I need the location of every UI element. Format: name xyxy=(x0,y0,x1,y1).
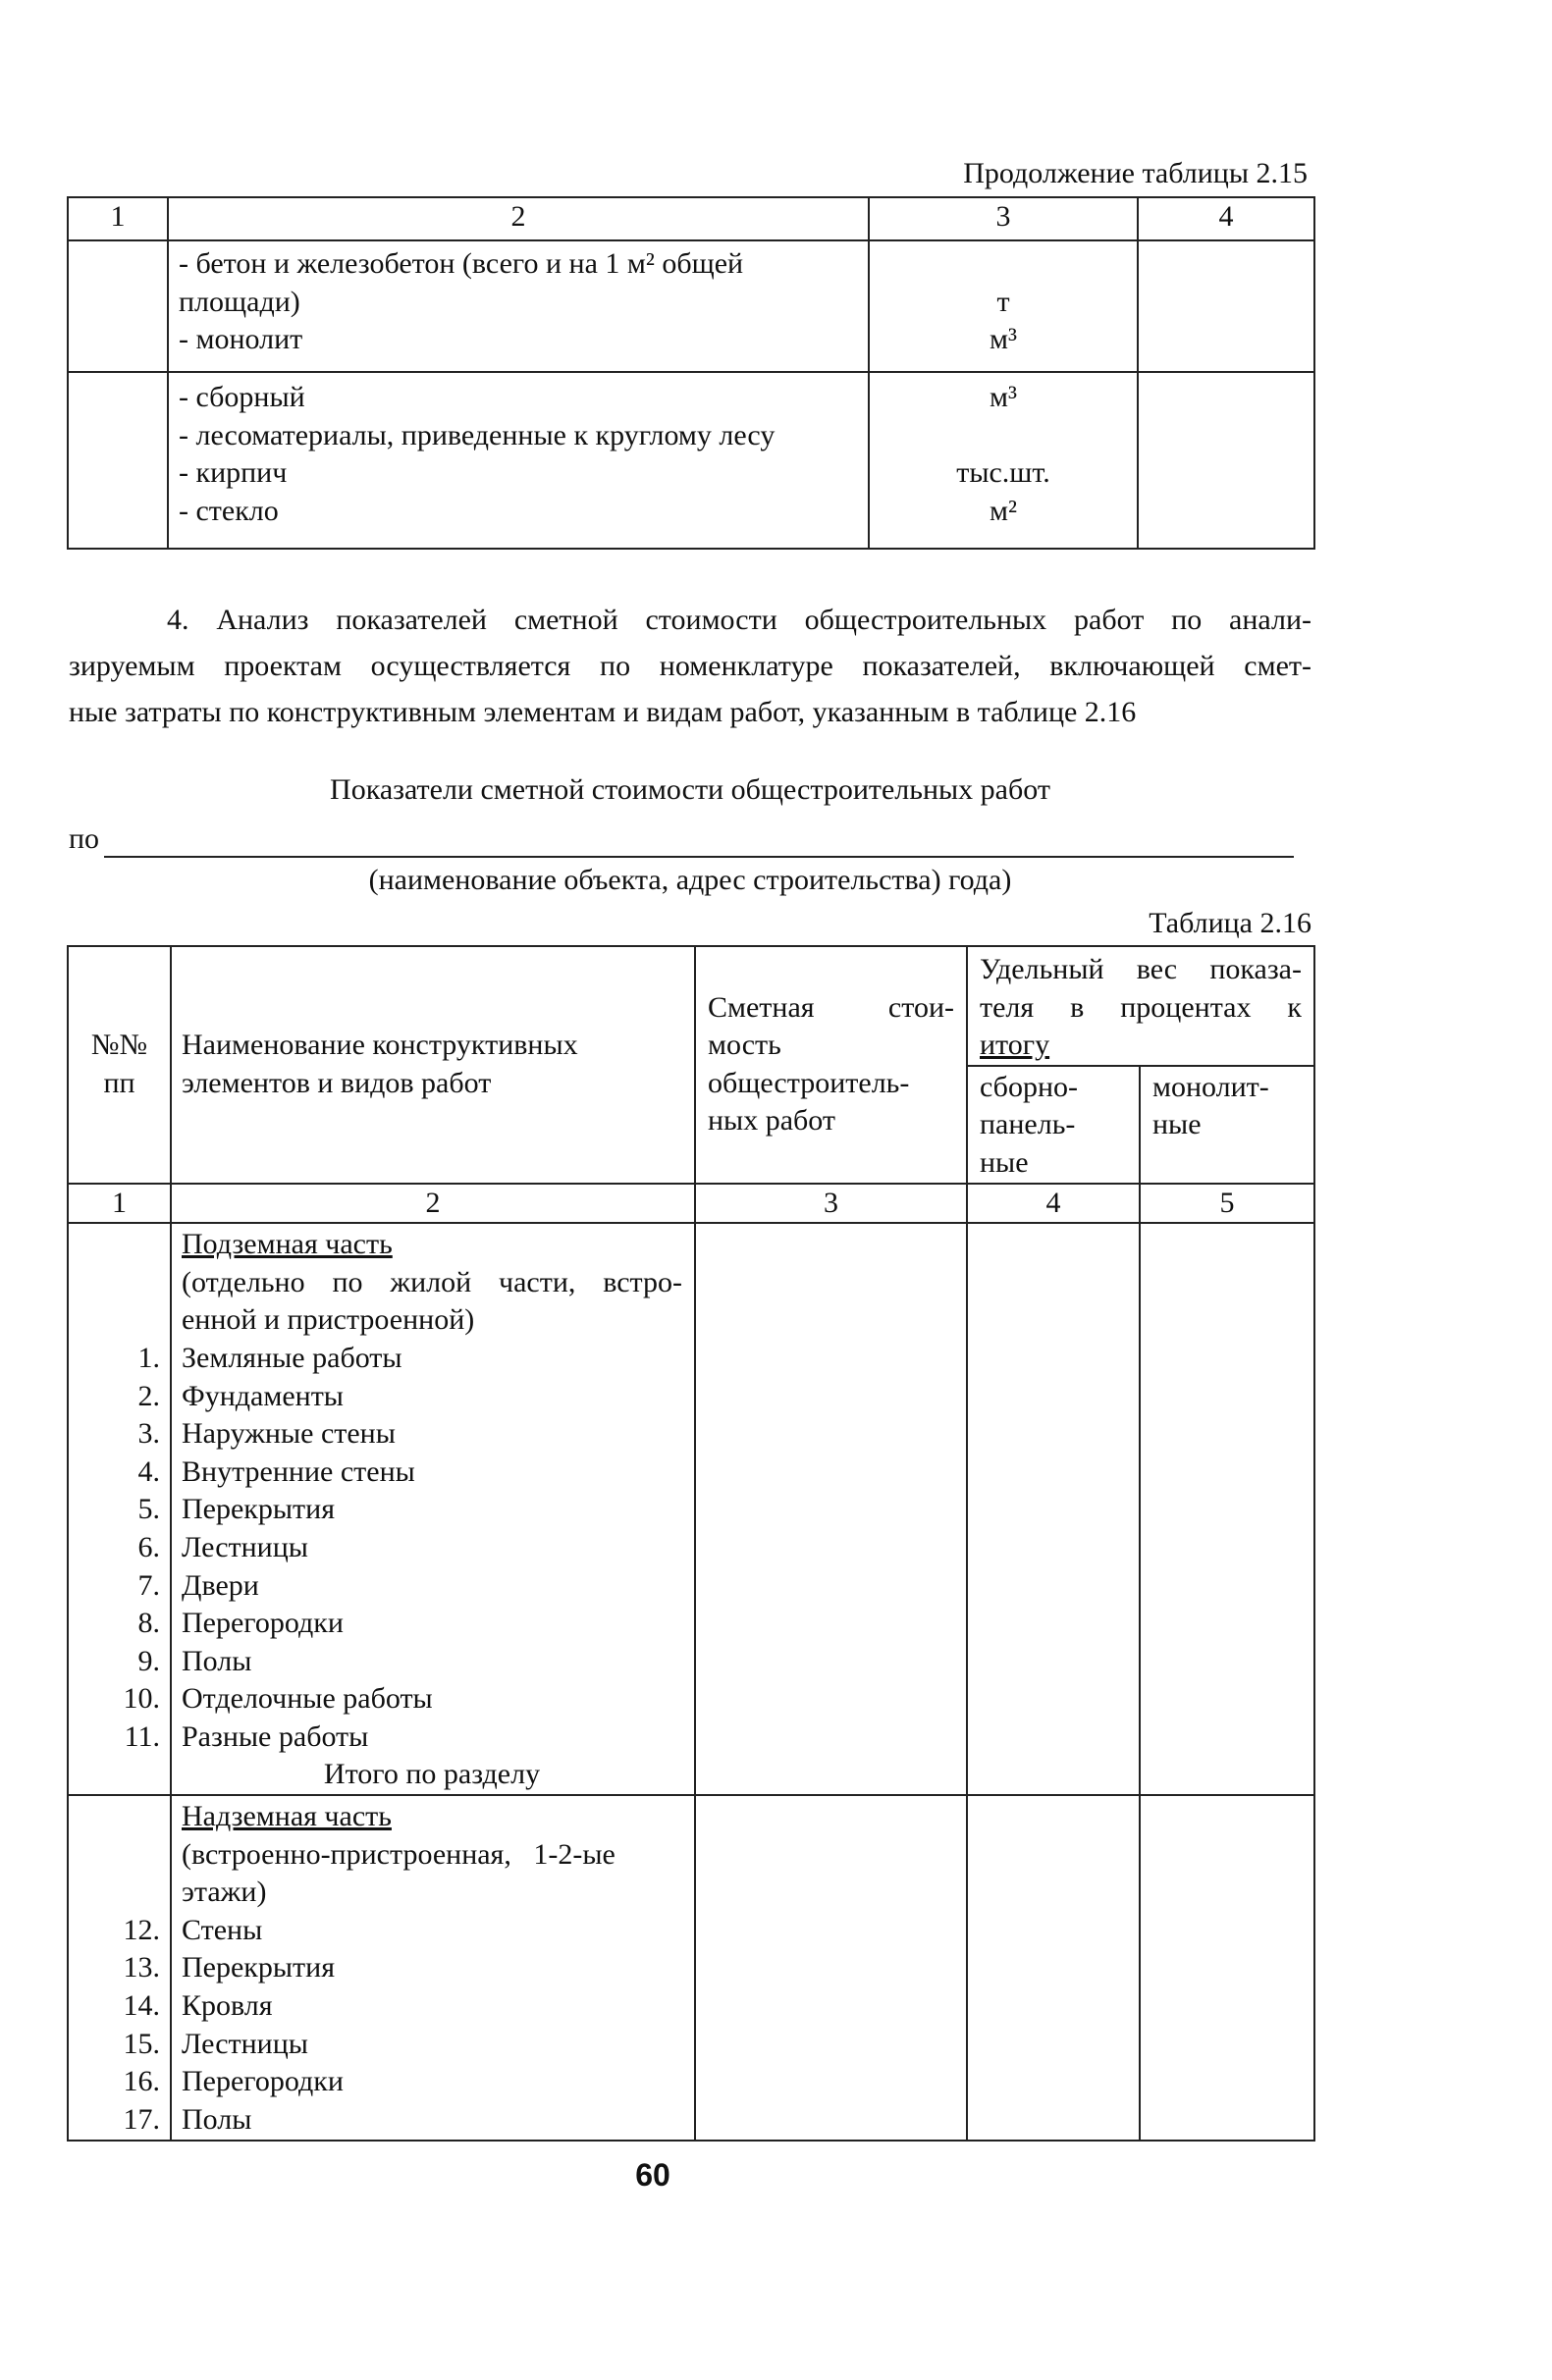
work-item: Земляные работы xyxy=(182,1341,402,1374)
table-cell xyxy=(869,240,1138,372)
header-num-cell xyxy=(68,946,171,1184)
row-number: 11. xyxy=(124,1719,160,1753)
row-number: 12. xyxy=(123,1913,160,1946)
table-cell xyxy=(1140,1795,1314,2141)
header-line: панель- xyxy=(980,1108,1076,1141)
object-name-line xyxy=(104,856,1294,858)
table-row xyxy=(68,1184,1314,1224)
work-item: Фундаменты xyxy=(182,1379,344,1412)
header-line: ные xyxy=(980,1145,1029,1179)
table-row xyxy=(68,946,1314,1066)
section-title: Надземная часть xyxy=(182,1800,392,1833)
section-note: енной и пристроенной) xyxy=(182,1303,475,1337)
work-item: Перегородки xyxy=(182,2065,344,2098)
work-item: Стены xyxy=(182,1913,263,1946)
paragraph-line: зируемым проектам осуществляется по номенклатуре показателей, включающей смет- xyxy=(69,650,1311,682)
table-row xyxy=(68,1795,1314,2141)
po-label: по xyxy=(69,822,100,855)
material-line: - сборный xyxy=(179,381,305,413)
table-cell xyxy=(869,372,1138,549)
header-cell: 3 xyxy=(869,197,1138,240)
table-2-15-caption: Продолжение таблицы 2.15 xyxy=(963,157,1308,189)
work-item: Лестницы xyxy=(182,2027,308,2060)
row-number: 16. xyxy=(123,2065,160,2098)
unit-line xyxy=(870,245,1137,284)
section-note: (встроенно-пристроенная, 1-2-ые xyxy=(182,1837,615,1871)
header-line: пп xyxy=(103,1066,135,1099)
header-line: сборно- xyxy=(980,1070,1078,1103)
table-cell xyxy=(695,1795,967,2141)
work-item: Лестницы xyxy=(182,1530,308,1563)
header-cell: 2 xyxy=(168,197,869,240)
material-line: - монолит xyxy=(179,323,303,356)
work-item: Полы xyxy=(182,1644,252,1677)
table-cell xyxy=(68,372,168,549)
header-share-cell xyxy=(967,946,1314,1066)
header-line: Наименование конструктивных xyxy=(182,1029,578,1062)
header-line: Удельный вес показа- xyxy=(980,953,1302,985)
header-line: монолит- xyxy=(1152,1070,1269,1103)
paragraph-4 xyxy=(69,597,1311,735)
section-note: этажи) xyxy=(182,1876,267,1909)
table-cell xyxy=(967,1223,1140,1795)
work-item: Отделочные работы xyxy=(182,1682,433,1716)
unit-line: м² xyxy=(990,494,1017,527)
column-number-cell: 1 xyxy=(68,1184,171,1224)
material-line: - бетон и железобетон (всего и на 1 м² общей xyxy=(179,247,744,280)
section-1-num-cell xyxy=(68,1223,171,1795)
form-title: Показатели сметной стоимости общестроительных работ xyxy=(330,773,1050,806)
table-cell xyxy=(168,240,869,372)
row-number: 10. xyxy=(123,1682,160,1716)
header-cell: 4 xyxy=(1138,197,1314,240)
row-number: 8. xyxy=(137,1607,160,1640)
unit-line xyxy=(870,417,1137,455)
work-item: Внутренние стены xyxy=(182,1454,415,1488)
table-cell xyxy=(68,240,168,372)
row-number: 4. xyxy=(137,1454,160,1488)
row-number: 9. xyxy=(137,1644,160,1677)
row-number: 13. xyxy=(123,1951,160,1984)
row-number: 14. xyxy=(123,1989,160,2023)
column-number-cell: 4 xyxy=(967,1184,1140,1224)
header-cost-cell xyxy=(695,946,967,1184)
section-2-name-cell xyxy=(171,1795,695,2141)
header-name-cell xyxy=(171,946,695,1184)
paragraph-line: ные затраты по конструктивным элементам и видам работ, указанным в таблице 2.16 xyxy=(69,696,1137,728)
row-number: 7. xyxy=(137,1568,160,1602)
header-prefab-cell xyxy=(967,1066,1140,1184)
header-cell: 1 xyxy=(68,197,168,240)
section-total: Итого по разделу xyxy=(323,1758,541,1791)
work-item: Перегородки xyxy=(182,1607,344,1640)
table-cell xyxy=(1138,372,1314,549)
table-row xyxy=(68,1223,1314,1795)
header-line: общестроитель- xyxy=(708,1066,910,1099)
row-number: 17. xyxy=(123,2102,160,2136)
table-row xyxy=(68,240,1314,372)
unit-line: м³ xyxy=(990,323,1017,356)
header-line: теля в процентах к xyxy=(980,990,1302,1024)
table-cell xyxy=(1138,240,1314,372)
material-line: - стекло xyxy=(179,494,279,527)
header-line: итогу xyxy=(980,1029,1050,1062)
row-number: 1. xyxy=(137,1341,160,1374)
row-number: 3. xyxy=(137,1417,160,1451)
column-number-cell: 3 xyxy=(695,1184,967,1224)
material-line: - лесоматериалы, приведенные к круглому лесу xyxy=(179,418,776,451)
form-subtitle: (наименование объекта, адрес строительства) года) xyxy=(368,864,1012,896)
section-note: (отдельно по жилой части, встро- xyxy=(182,1265,682,1298)
work-item: Перекрытия xyxy=(182,1951,335,1984)
row-number: 5. xyxy=(137,1493,160,1526)
column-number-cell: 2 xyxy=(171,1184,695,1224)
row-number: 2. xyxy=(137,1379,160,1412)
table-cell xyxy=(168,372,869,549)
work-item: Кровля xyxy=(182,1989,273,2023)
material-line: - кирпич xyxy=(179,456,288,490)
header-line: мость xyxy=(708,1029,781,1062)
table-row xyxy=(68,197,1314,240)
work-item: Разные работы xyxy=(182,1719,369,1753)
table-2-16-label: Таблица 2.16 xyxy=(1149,907,1311,939)
work-item: Двери xyxy=(182,1568,259,1602)
work-item: Перекрытия xyxy=(182,1493,335,1526)
header-mono-cell xyxy=(1140,1066,1314,1184)
column-number-cell: 5 xyxy=(1140,1184,1314,1224)
section-2-num-cell xyxy=(68,1795,171,2141)
table-row xyxy=(68,372,1314,549)
header-line: Сметная стои- xyxy=(708,990,954,1024)
header-line: №№ xyxy=(90,1029,148,1062)
section-1-name-cell xyxy=(171,1223,695,1795)
material-line: площади) xyxy=(179,285,300,318)
table-cell xyxy=(1140,1223,1314,1795)
unit-line: т xyxy=(996,285,1010,318)
section-title: Подземная часть xyxy=(182,1228,393,1261)
header-line: элементов и видов работ xyxy=(182,1066,492,1099)
unit-line: м³ xyxy=(990,381,1017,413)
table-cell xyxy=(695,1223,967,1795)
row-number: 6. xyxy=(137,1530,160,1563)
unit-line: тыс.шт. xyxy=(956,456,1050,490)
row-number: 15. xyxy=(123,2027,160,2060)
paragraph-line: 4. Анализ показателей сметной стоимости общестроительных работ по анали- xyxy=(167,604,1311,636)
work-item: Наружные стены xyxy=(182,1417,396,1451)
table-2-16 xyxy=(67,945,1315,2142)
table-cell xyxy=(967,1795,1140,2141)
table-2-15 xyxy=(67,196,1315,550)
header-line: ных работ xyxy=(708,1104,836,1137)
page-number: 60 xyxy=(635,2157,670,2193)
header-line: ные xyxy=(1152,1108,1202,1141)
work-item: Полы xyxy=(182,2102,252,2136)
